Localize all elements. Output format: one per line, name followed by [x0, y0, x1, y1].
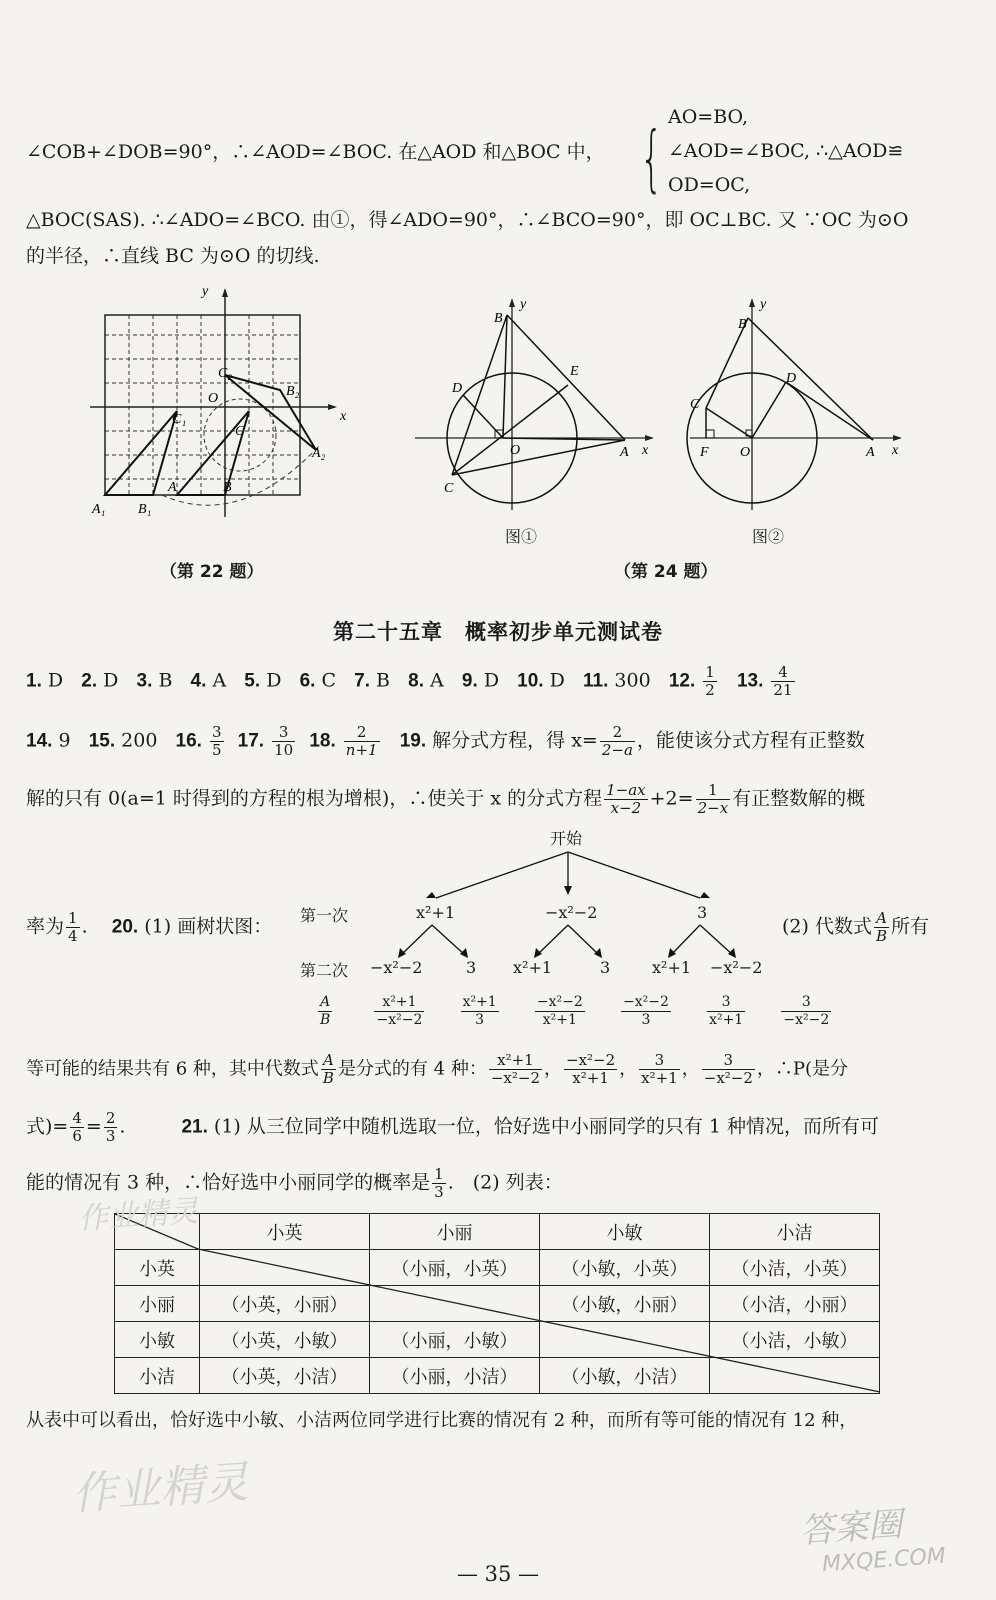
- svg-text:B: B: [738, 317, 747, 332]
- svg-text:A: A: [620, 445, 629, 460]
- label-b1: B₁: [138, 502, 152, 517]
- svg-text:E: E: [570, 364, 579, 379]
- table-cell: （小丽，小洁）: [370, 1358, 540, 1394]
- table-cell: （小英，小洁）: [200, 1358, 370, 1394]
- table-row: [115, 1322, 880, 1358]
- table-cell: [710, 1358, 880, 1394]
- svg-text:A: A: [866, 445, 875, 460]
- table-cell: （小丽，小敏）: [370, 1322, 540, 1358]
- answers-row-2: 14. 9 15. 200 16. $\frac{3}{5}$ 17. $\frac{3}{10}$ 18. $\frac{2}{n+1}$ 19. 解分式方程，得 x= $\frac{2}{2-a}$ ，能使该分式方程有正整数: [26, 723, 865, 759]
- svg-text:x: x: [892, 443, 899, 458]
- row-label: 小丽: [115, 1286, 200, 1322]
- caption-24: （第 24 题）: [614, 562, 718, 582]
- svg-text:O: O: [510, 443, 521, 458]
- tree-fraction-row: $\frac{A}{B}$ $\frac{\text{x²+1}}{\text{−x²−2}}$ $\frac{\text{x²+1}}{3}$ $\frac{\text{−x²−2}}{\text{x²+1}}$ $\frac{\text{−x²−2}}{3}$ $\frac{3}{\text{x²+1}}$ $\frac{3}{\text{−x²−2}}$: [320, 994, 830, 1028]
- tree-second-5: x²+1: [652, 958, 692, 977]
- q20-line-3: 式)= $\frac{4}{6}$ = $\frac{2}{3}$ . 21. (1) 从三位同学中随机选取一位，恰好选中小丽同学的只有 1 种情况，而所有可: [26, 1109, 880, 1145]
- tree-first-2: −x²−2: [545, 903, 598, 922]
- row-label: 小洁: [115, 1358, 200, 1394]
- table-cell: （小丽，小英）: [370, 1250, 540, 1286]
- tree-second-3: x²+1: [513, 958, 553, 977]
- table-cell: （小敏，小英）: [540, 1250, 710, 1286]
- result-table: [114, 1213, 880, 1394]
- tree-first-1: x²+1: [416, 903, 456, 922]
- header-cell: 小英: [200, 1214, 370, 1250]
- label-o: O: [208, 391, 219, 406]
- table-cell: （小英，小敏）: [200, 1322, 370, 1358]
- system-line-2: ∠AOD=∠BOC, ∴△AOD≌: [668, 140, 904, 162]
- label-a2: A₂: [312, 446, 326, 461]
- tree-first-3: 3: [697, 903, 708, 922]
- q20-part2-label: (2) 代数式 $\frac{A}{B}$ 所有: [782, 909, 930, 945]
- watermark-2: 作业精灵: [70, 1456, 250, 1521]
- svg-text:O: O: [740, 445, 751, 460]
- label-a: A: [168, 480, 177, 495]
- row-label: 小敏: [115, 1322, 200, 1358]
- label-c1: C₁: [172, 412, 187, 427]
- label-c2: C₂: [218, 366, 233, 381]
- system-line-1: AO=BO,: [668, 106, 749, 128]
- svg-text:B: B: [494, 311, 503, 326]
- table-cell: [540, 1322, 710, 1358]
- table-cell: （小洁，小敏）: [710, 1322, 880, 1358]
- table-cell: （小洁，小英）: [710, 1250, 880, 1286]
- table-cell: （小英，小丽）: [200, 1286, 370, 1322]
- svg-text:y: y: [760, 297, 767, 312]
- q20-line-2: 等可能的结果共有 6 种，其中代数式 $\frac{A}{B}$ 是分式的有 4 种： $\frac{\text{x²+1}}{\text{−x²−2}}$ ， $\frac{\text{−x²−2}}{\text{x²+1}}$ ， $\frac{3}{\text{x²+1}}$ ， $\frac{3}{\text{−x²−2}}$ ，∴P(是分: [26, 1051, 849, 1087]
- tree-second-4: 3: [600, 958, 611, 977]
- table-cell: （小敏，小丽）: [540, 1286, 710, 1322]
- label-b: B: [223, 480, 232, 495]
- watermark-3: 答案圈: [798, 1504, 904, 1552]
- svg-text:D: D: [786, 371, 797, 386]
- label-c: C: [235, 424, 245, 439]
- table-cell: （小洁，小丽）: [710, 1286, 880, 1322]
- caption-22: （第 22 题）: [160, 562, 264, 582]
- table-cell: [370, 1286, 540, 1322]
- row-label: 小英: [115, 1250, 200, 1286]
- svg-text:C: C: [444, 481, 454, 496]
- proof-line-1: ∠COB+∠DOB=90°，∴∠AOD=∠BOC. 在△AOD 和△BOC 中，: [26, 141, 605, 163]
- watermark-1: 作业精灵: [77, 1193, 200, 1238]
- header-cell: 小丽: [370, 1214, 540, 1250]
- table-row: [115, 1250, 880, 1286]
- watermark-4: MXQE.COM: [821, 1543, 947, 1578]
- fig-label-2: 图②: [752, 527, 785, 546]
- tree-row2-label: 第二次: [300, 961, 349, 980]
- label-a1: A₁: [92, 502, 106, 517]
- table-header-row: [115, 1214, 880, 1250]
- table-row: [115, 1358, 880, 1394]
- tree-row1-label: 第一次: [300, 906, 349, 925]
- label-y: y: [202, 284, 209, 299]
- q19-q20-line: 率为 $\frac{1}{4}$ . 20. (1) 画树状图：: [26, 909, 273, 945]
- q21-conclusion: 从表中可以看出，恰好选中小敏、小洁两位同学进行比赛的情况有 2 种，而所有等可能的情况有 12 种，: [26, 1410, 858, 1431]
- header-cell: 小敏: [540, 1214, 710, 1250]
- q19-line-2: 解的只有 0(a=1 时得到的方程的根为增根)，∴使关于 x 的分式方程 $\frac{1-ax}{x-2}$ +2= $\frac{1}{2-x}$ 有正整数解的概: [26, 781, 866, 817]
- tree-second-1: −x²−2: [370, 958, 423, 977]
- label-b2: B₂: [286, 384, 300, 399]
- tree-second-6: −x²−2: [710, 958, 763, 977]
- header-cell: 小洁: [710, 1214, 880, 1250]
- page-number: — 35 —: [456, 1562, 540, 1586]
- svg-text:y: y: [520, 297, 527, 312]
- table-cell: [200, 1250, 370, 1286]
- svg-text:C: C: [690, 397, 700, 412]
- table-row: [115, 1286, 880, 1322]
- svg-text:D: D: [452, 381, 463, 396]
- q21-line-2: 能的情况有 3 种，∴恰好选中小丽同学的概率是 $\frac{1}{3}$ . (2) 列表：: [26, 1165, 563, 1201]
- tree-start: 开始: [550, 829, 583, 848]
- label-x: x: [340, 409, 347, 424]
- system-line-3: OD=OC,: [668, 174, 751, 196]
- svg-text:F: F: [700, 445, 709, 460]
- table-cell: （小敏，小洁）: [540, 1358, 710, 1394]
- system-brace: {: [640, 116, 663, 200]
- proof-line-2: △BOC(SAS). ∴∠ADO=∠BCO. 由①，得∠ADO=90°，∴∠BCO=90°，即 OC⊥BC. 又 ∵OC 为⊙O: [26, 209, 909, 231]
- chapter-title: 第二十五章 概率初步单元测试卷: [333, 620, 663, 644]
- fig-label-1: 图①: [505, 527, 538, 546]
- svg-text:x: x: [642, 443, 649, 458]
- tree-second-2: 3: [466, 958, 477, 977]
- answers-row-1: 1. D 2. D 3. B 4. A 5. D 6. C 7. B 8. A 9. D 10. D 11. 300 12. $\frac{1}{2}$ 13. $\frac{4}{21}$: [26, 663, 793, 699]
- proof-line-3: 的半径，∴直线 BC 为⊙O 的切线.: [26, 245, 320, 267]
